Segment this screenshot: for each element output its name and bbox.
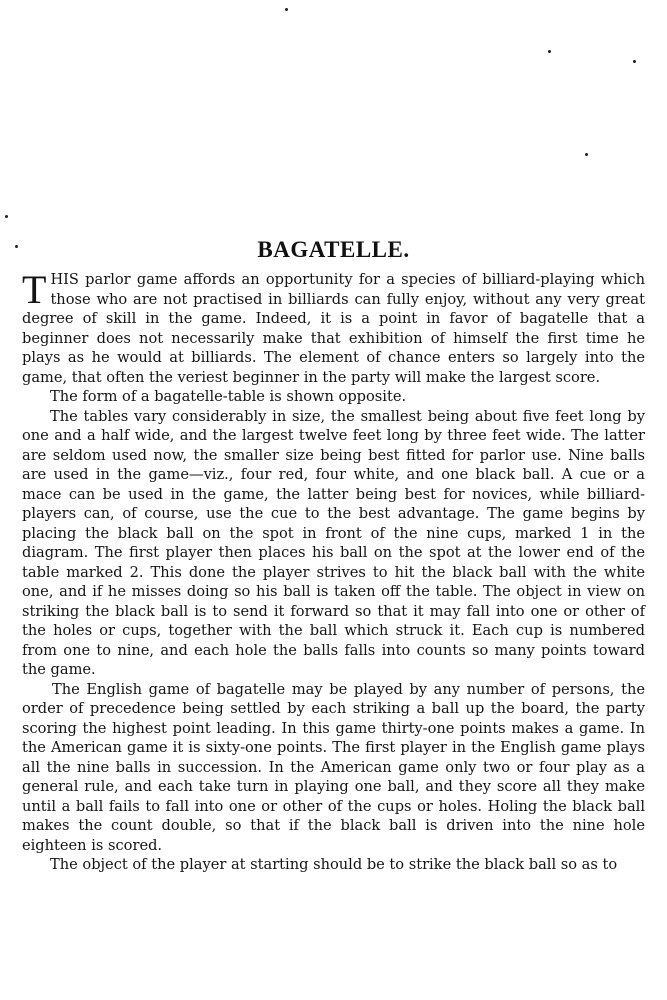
- scan-speck: [633, 60, 636, 63]
- body-text: [22, 267, 645, 875]
- scan-speck: [285, 8, 288, 11]
- paragraph-object: The object of the player at starting should be to strike the black ball so as to: [50, 856, 618, 873]
- drop-cap: T: [22, 267, 47, 312]
- paragraph-intro: [22, 267, 645, 387]
- paragraph-table-form: The form of a bagatelle-table is shown opposite.: [50, 388, 407, 405]
- paragraph-intro-text: HIS parlor game affords an opportunity for a species of billiard-playing which those who are not practised in billiards can fully enjoy, without any very great degree of skill in the game. Indeed, it is a point in favor of bagatelle that a beginner does not necessarily make that exhibition of himself the first time he plays as he would at billiards. The element of chance enters so largely into the game, that often the veriest beginner in the party will make the largest score.: [22, 271, 645, 386]
- paragraph-english-game: The English game of bagatelle may be played by any number of persons, the order of precedence being settled by each striking a ball up the board, the party scoring the highest point leading. In this game thirty-one points makes a game. In the American game it is sixty-one points. The first player in the English game plays all the nine balls in succession. In the American game only two or four play as a general rule, and each take turn in playing one ball, and they score all they make until a ball fails to fall into one or other of the cups or holes. Holing the black ball makes the count double, so that if the black ball is driven into the nine hole eighteen is scored.: [22, 680, 645, 854]
- page-title: BAGATELLE.: [257, 237, 410, 263]
- scan-speck: [5, 215, 8, 218]
- paragraph-table-sizes: The tables vary considerably in size, the smallest being about five feet long by one and a half wide, and the largest twelve feet long by three feet wide. The latter are seldom used now, the smaller size being best fitted for parlor use. Nine balls are used in the game—viz., four red, four white, and one black ball. A cue or a mace can be used in the game, the latter being best for novices, while billiard-players can, of course, use the cue to the best advantage. The game begins by placing the black ball on the spot in front of the nine cups, marked 1 in the diagram. The first player then places his ball on the spot at the lower end of the table marked 2. This done the player strives to hit the black ball with the white one, and if he misses doing so his ball is taken off the table. The object in view on striking the black ball is to send it forward so that it may fall into one or other of the holes or cups, together with the ball which struck it. Each cup is numbered from one to nine, and each hole the balls falls into counts so many points toward the game.: [22, 407, 645, 678]
- scan-speck: [585, 153, 588, 156]
- scan-speck: [548, 50, 551, 53]
